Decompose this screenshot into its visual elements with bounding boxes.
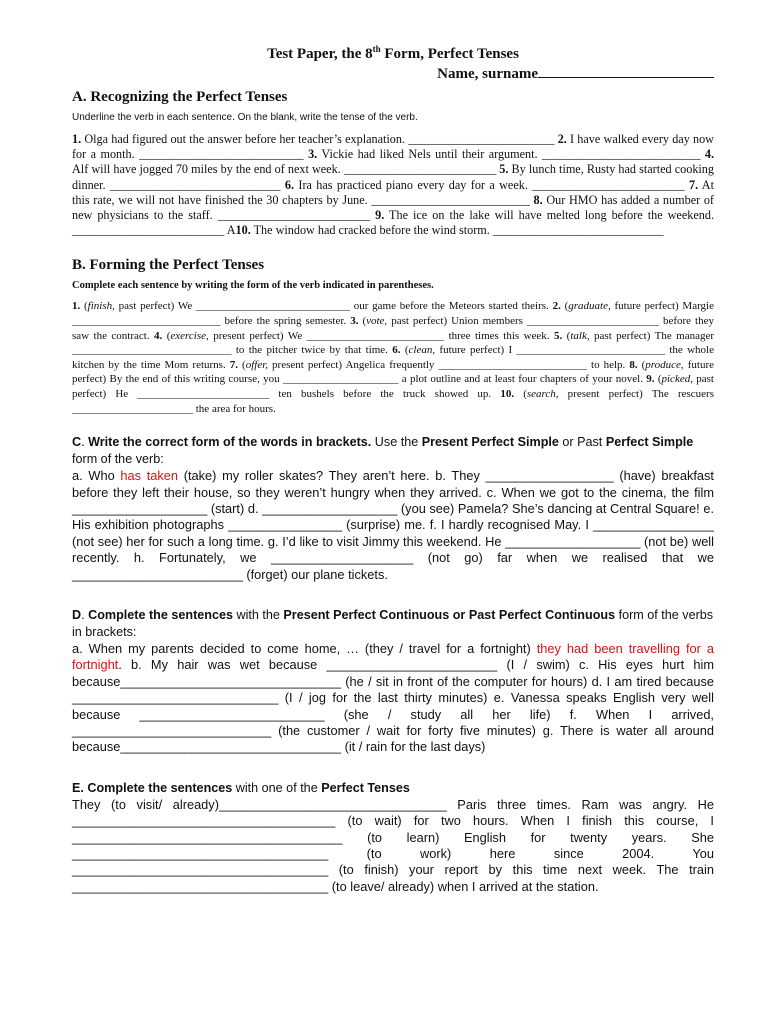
bold-run: Present Perfect Continuous or Past Perfect Continuous [283, 608, 616, 623]
section-a-text [72, 132, 714, 238]
bold-run: 9. [646, 373, 655, 386]
section-c-heading [72, 434, 714, 468]
bold-run: 7. [229, 358, 238, 371]
section-b-text [72, 299, 714, 416]
text-run: past perfect) Union members ________________________ before they saw the contract. [72, 315, 714, 342]
text-run: . b. My hair was wet because ________________________ (I / swim) c. His eyes hurt him because_______________________________ (he / sit in front of the computer for hours) d. I am tired because _____________________________ (I / jog for the last thirty minutes) e. Vanessa speaks English very well because __________________________ (she / study all her life) f. When I arrived, ____________________________ (the customer / wait for forty five minutes) g. There is water all around because_______________________________ (it / rain for the last days) [72, 657, 714, 755]
bold-run: 4. [154, 329, 163, 342]
bold-run: C [72, 435, 82, 450]
section-a-heading: A. Recognizing the Perfect Tenses [72, 89, 288, 105]
bold-run: 6. [284, 177, 295, 192]
bold-run: 7. [688, 177, 699, 192]
italic-run: offer, [245, 358, 269, 371]
text-run: ( [358, 315, 367, 328]
text-run: or Past [558, 435, 606, 450]
section-a-instruction: Underline the verb in each sentence. On the blank, write the tense of the verb. [72, 112, 418, 123]
text-run: The window had cracked before the wind storm. ____________________________ [250, 223, 664, 238]
spacer [72, 238, 714, 252]
bold-run: Complete the sentences [88, 608, 233, 623]
italic-run: talk, [570, 329, 590, 342]
bold-run: 5. [553, 329, 563, 342]
example-answer: they had been travelling for a fortnight [72, 641, 714, 673]
text-run: a. When my parents decided to come home, … (they / travel for a fortnight) [72, 641, 537, 657]
page-title: Test Paper, the 8th Form, Perfect Tenses [267, 44, 519, 62]
text-run: with one of the [232, 780, 322, 795]
bold-run: 8. [533, 192, 543, 207]
section-d [72, 607, 714, 756]
bold-run: 9. [375, 208, 385, 223]
italic-run: clean, [408, 344, 436, 357]
text-run: ( [562, 329, 571, 342]
text-run: Use the [371, 435, 422, 450]
section-c [72, 434, 714, 583]
bold-run: 10. [235, 223, 251, 238]
text-run: present perfect) Angelica frequently ___________________________ to help. [268, 358, 630, 371]
name-label: Name, surname [437, 66, 538, 82]
text-run: I have walked every day now for a month. ___________________________ [72, 132, 714, 162]
italic-run: vote, [366, 315, 388, 328]
text-run: At this rate, we will not have finished the 30 chapters by June. __________________________ [72, 177, 714, 207]
section-d-text [72, 641, 714, 756]
italic-run: exercise, [170, 329, 209, 342]
text-run: . [81, 435, 89, 450]
text-run: ( [514, 387, 527, 400]
bold-run: D [72, 608, 82, 623]
section-e [72, 780, 714, 895]
text-run: ( [400, 344, 409, 357]
text-run: present perfect) We _________________________ three times this week. [208, 329, 554, 342]
text-run: . [81, 608, 89, 623]
spacer [72, 583, 714, 607]
name-blank[interactable] [538, 64, 714, 78]
text-run: future perfect) Margie ___________________________ before the spring semester. [72, 300, 714, 328]
name-surname-row [72, 64, 714, 84]
bold-run: 1. [72, 132, 82, 146]
text-run: ( [637, 358, 646, 371]
bold-run: 6. [392, 344, 401, 357]
text-run: ( [80, 300, 88, 313]
text-run: Alf will have jogged 70 miles by the end of next week. _________________________ [72, 162, 500, 177]
italic-run: search, [526, 387, 559, 400]
bold-run: 4. [704, 147, 714, 162]
bold-run: Perfect Tenses [321, 780, 410, 795]
bold-run: 3. [308, 147, 318, 162]
text-run: past perfect) The manager _____________________________ to the pitcher twice by that time. [72, 329, 715, 357]
text-run: ( [654, 373, 662, 386]
text-run: form of the verb: [72, 452, 164, 467]
text-run: By lunch time, Rusty had started cooking dinner. ____________________________ [72, 162, 714, 192]
section-b-instruction: Complete each sentence by writing the form of the verb indicated in parentheses. [72, 280, 434, 292]
text-run: a. Who [72, 468, 121, 484]
text-run: (take) my roller skates? They aren’t here. b. They __________________ (have) breakfast before they left their house, so they weren’t hungry when they arrived. c. When we got to the cinema, the film ___________________ (start) d. ___________________ (you see) Pamela? She’s dancing at Central Square! e. His exhibition photographs ________________ (surprise) me. f. I hardly recognised May. I _________________ (not see) her for such a long time. g. I’d like to visit Jimmy this weekend. He ___________________ (not be) well recently. h. Fortunately, we ____________________ (not go) far when we realised that we ________________________ (forget) our plane tickets. [72, 468, 714, 582]
text-run: Ira has practiced piano every day for a week. _________________________ [294, 177, 689, 192]
text-run: The ice on the lake will have melted long before the weekend. _________________________ A [72, 208, 714, 238]
bold-run: 2. [557, 132, 567, 146]
section-b-heading: B. Forming the Perfect Tenses [72, 257, 265, 274]
italic-run: finish, [87, 300, 115, 313]
text-run: past perfect) He ________________________ ten bushels before the truck showed up. [72, 373, 714, 400]
bold-run: 2. [552, 300, 561, 313]
text-run: Vickie had liked Nels until their argument. __________________________ [317, 147, 705, 162]
example-answer: has taken [120, 468, 179, 484]
text-run: ( [560, 300, 569, 313]
text-run: past perfect) We ____________________________ our game before the Meteors started theirs. [114, 300, 553, 313]
section-d-heading [72, 607, 714, 641]
bold-run: 3. [350, 315, 359, 328]
bold-run: 1. [72, 300, 81, 313]
text-run: form of the verbs in brackets: [72, 608, 714, 640]
bold-run: Write the correct form of the words in brackets. [88, 435, 372, 450]
section-c-text [72, 468, 714, 583]
bold-run: 10. [500, 387, 515, 400]
bold-run: 8. [629, 358, 638, 371]
spacer [72, 416, 714, 434]
spacer [72, 756, 714, 780]
text-run: with the [232, 608, 284, 623]
bold-run: Present Perfect Simple [421, 435, 559, 450]
text-run: Our HMO has added a number of new physicians to the staff. _________________________ [72, 192, 714, 223]
bold-run: E. Complete the sentences [72, 780, 233, 795]
text-run: They (to visit/ already)________________________________ Paris three times. Ram was angry. He _____________________________________ (to wait) for two hours. When I finish this course, I ______________________________________ (to learn) English for twenty years. She ____________________________________ (to work) here since 2004. You ____________________________________ (to finish) your report by this time next week. The train ____________________________________ (to leave/ already) when I arrived at the station. [72, 796, 714, 894]
text-run: future perfect) I ___________________________ the whole kitchen by the time Mom returns. [72, 344, 714, 371]
text-run: present perfect) The rescuers ______________________ the area for hours. [72, 387, 714, 415]
bold-run: Perfect Simple [605, 435, 694, 450]
italic-run: produce, [645, 358, 684, 371]
section-e-heading [72, 780, 714, 797]
text-run: ( [238, 358, 246, 371]
text-run: future perfect) By the end of this writing course, you _____________________ a plot outline and at least four chapters of your novel. [72, 358, 714, 386]
text-run: Olga had figured out the answer before her teacher’s explanation. ________________________ [81, 132, 558, 146]
italic-run: graduate, [568, 300, 611, 313]
bold-run: 5. [499, 162, 509, 177]
text-run: ( [162, 329, 171, 342]
section-e-text [72, 797, 714, 895]
italic-run: picked, [661, 373, 693, 386]
